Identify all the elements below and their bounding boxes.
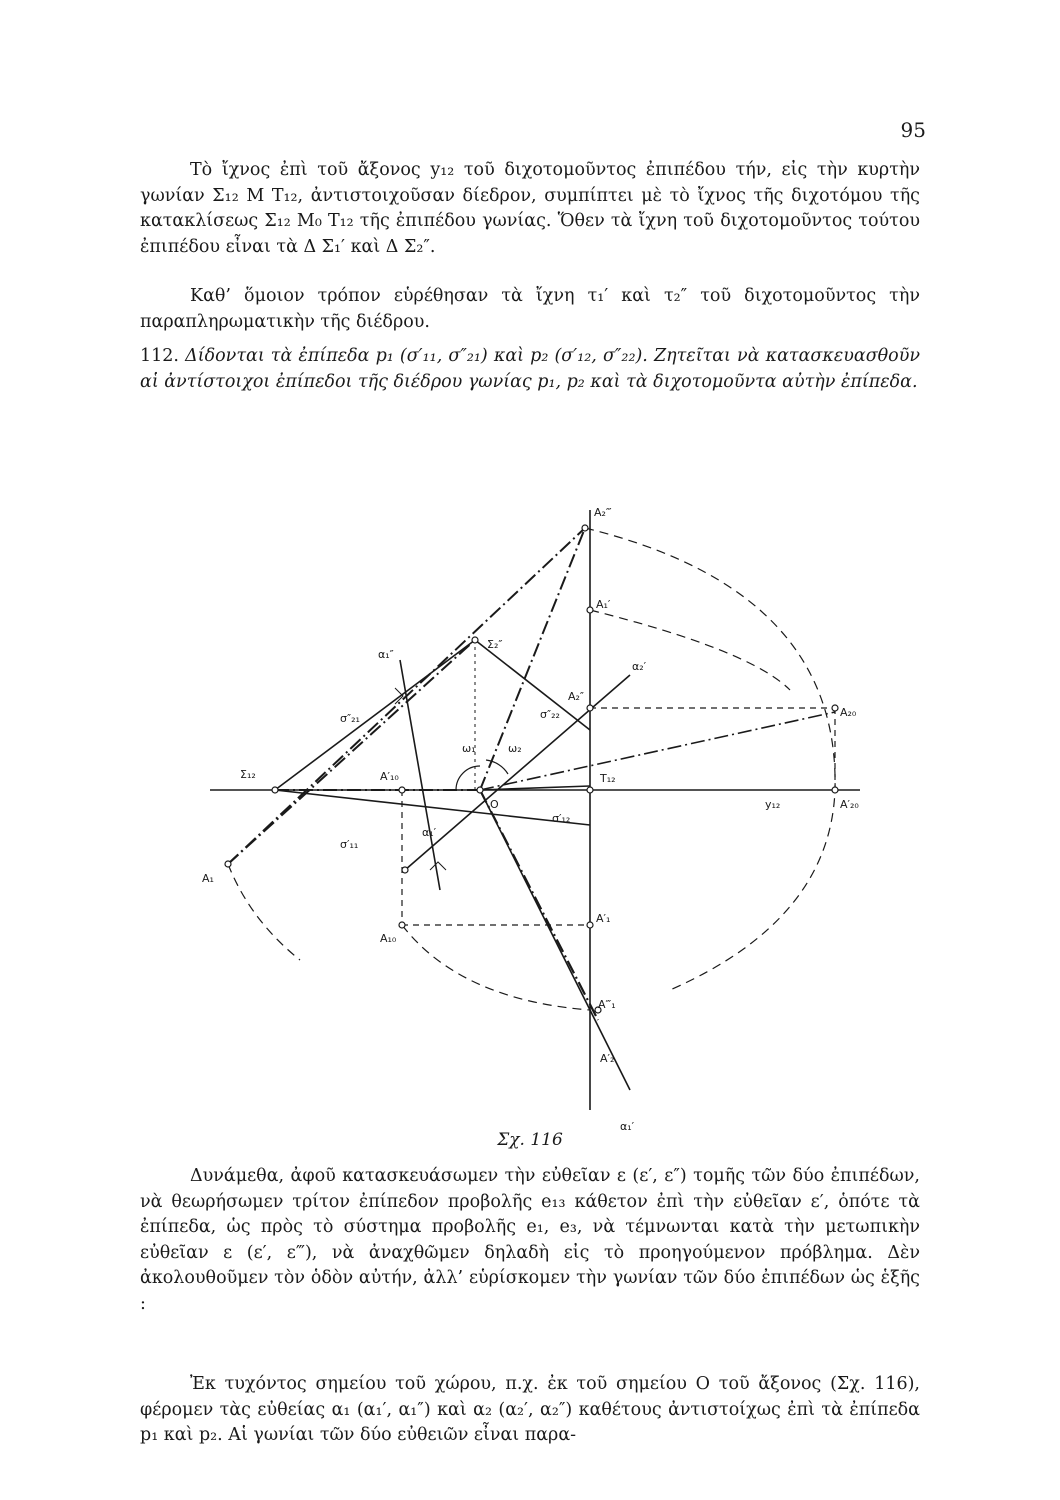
label-sigma12-prime: σ′₁₂ — [552, 812, 571, 825]
label-sigma22: σ″₂₂ — [540, 708, 560, 721]
angle-omega1 — [456, 766, 480, 790]
label-sigma11: σ′₁₁ — [340, 838, 359, 851]
arc-left — [228, 864, 300, 960]
figure-116 — [190, 490, 890, 1150]
point-a20 — [832, 705, 838, 711]
label-sigma21: σ″₂₁ — [340, 712, 360, 725]
trace-sigma21 — [275, 640, 475, 790]
label-a10-low: A₁₀ — [380, 932, 397, 945]
label-a1-prime-mid: A′₁ — [596, 912, 611, 925]
paragraph-traces: Καθ’ ὅμοιον τρόπον εὑρέθησαν τὰ ἴχνη τ₁′ καὶ τ₂″ τοῦ διχοτομοῦντος τὴν παραπληρωματικὴν τῆς διέδρου. — [140, 286, 920, 332]
point-sigma-low — [402, 867, 408, 873]
right-angle-2 — [430, 862, 446, 870]
paragraph-construction: Ἐκ τυχόντος σημείου τοῦ χώρου, π.χ. ἐκ τοῦ σημείου Ο τοῦ ἄξονος (Σχ. 116), φέρομεν τὰς εὐθείας α₁ (α₁′, α₁″) καὶ α₂ (α₂′, α₂″) καθέτους ἀντιστοίχως ἐπὶ τὰ ἐπίπεδα p₁ καὶ p₂. Αἱ γωνίαι τῶν δύο εὐθειῶν εἶναι παρα- — [140, 1374, 920, 1446]
label-o: O — [490, 798, 499, 811]
label-t12: T₁₂ — [600, 772, 616, 785]
label-omega1: ω₁ — [462, 742, 476, 755]
problem-number: 112. — [140, 346, 179, 366]
label-sigma12: Σ₁₂ — [240, 768, 256, 781]
trace-sigma11 — [275, 790, 590, 825]
label-omega2: ω₂ — [508, 742, 522, 755]
trace-o-bottom — [480, 790, 630, 1090]
trace-s2-line — [475, 640, 590, 730]
label-alpha2-prime: α₂′ — [632, 660, 647, 673]
point-a1-prime-top — [587, 607, 593, 613]
label-a20: A₂₀ — [840, 706, 857, 719]
dashdot-a1-s2 — [228, 640, 475, 864]
problem-statement: Δίδονται τὰ ἐπίπεδα p₁ (σ′₁₁, σ″₂₁) καὶ p₂ (σ′₁₂, σ″₂₂). Ζητεῖται νὰ κατασκευασθοῦν αἱ ἀντίστοιχοι ἐπίπεδοι τῆς διέδρου γωνίας p₁, p₂ καὶ τὰ διχοτομοῦντα αὐτὴν ἐπίπεδα. — [140, 346, 920, 392]
trace-alpha1 — [400, 660, 440, 890]
label-a1-triple: A‴₁ — [598, 998, 616, 1011]
label-alpha1-prime: α₁′ — [422, 826, 437, 839]
point-a1 — [225, 861, 231, 867]
label-alpha1-double: α₁″ — [378, 648, 394, 661]
paragraph-intro: Τὸ ἴχνος ἐπὶ τοῦ ἄξονος y₁₂ τοῦ διχοτομοῦντος ἐπιπέδου τήν, εἰς τὴν κυρτὴν γωνίαν Σ₁₂ Μ Τ₁₂, ἀντιστοιχοῦσαν δίεδρον, συμπίπτει μὲ τὸ ἴχνος τῆς διχοτόμου τῆς κατακλίσεως Σ₁₂ Μ₀ Τ₁₂ τῆς ἐπιπέδου γωνίας. Ὅθεν τὰ ἴχνη τοῦ διχοτομοῦντος τούτου ἐπιπέδου εἶναι τὰ Δ Σ₁′ καὶ Δ Σ₂″. — [140, 160, 920, 257]
label-a1: A₁ — [202, 872, 214, 885]
dashdot-o-a20 — [480, 712, 835, 790]
paragraph-method: Δυνάμεθα, ἀφοῦ κατασκευάσωμεν τὴν εὐθεῖαν ε (ε′, ε″) τομῆς τῶν δύο ἐπιπέδων, νὰ θεωρήσωμεν τρίτον ἐπίπεδον προβολῆς e₁₃ κάθετον ἐπὶ τὴν εὐθεῖαν ε′, ὁπότε τὰ ἐπίπεδα, ὡς πρὸς τὸ σύστημα προβολῆς e₁, e₃, νὰ τέμνωνται κατὰ τὴν μετωπικὴν εὐθεῖαν ε (ε′, ε‴), νὰ ἀναχθῶμεν δηλαδὴ εἰς τὸ προηγούμενον πρόβλημα. Δὲν ἀκολουθοῦμεν τὸν ὁδὸν αὐτήν, ἀλλ’ εὑρίσκομεν τὴν γωνίαν τῶν δύο ἐπιπέδων ὡς ἑξῆς : — [140, 1166, 920, 1314]
figure-caption: Σχ. 116 — [497, 1130, 563, 1150]
point-o — [477, 787, 483, 793]
label-a2-double: A₂″ — [568, 690, 585, 703]
label-a1-prime-top: A₁′ — [596, 598, 611, 611]
label-s2: Σ₂″ — [487, 638, 503, 651]
point-a2-triple — [582, 525, 588, 531]
label-y12: y₁₂ — [765, 798, 781, 811]
point-a20-prime — [832, 787, 838, 793]
paragraph-problem-112 — [140, 344, 920, 395]
point-t12 — [587, 787, 593, 793]
point-a2-double — [587, 705, 593, 711]
label-alpha1-bottom: α₁′ — [620, 1120, 635, 1133]
point-a1-prime-mid — [587, 922, 593, 928]
point-s12 — [272, 787, 278, 793]
page-number: 95 — [900, 118, 926, 142]
point-a10 — [399, 787, 405, 793]
label-a10: A′₁₀ — [380, 770, 399, 783]
point-s2 — [472, 637, 478, 643]
dashdot-o-a2 — [480, 528, 585, 790]
arc-bottom — [402, 925, 590, 1010]
arc-top-right — [590, 610, 790, 690]
point-a10-low — [399, 922, 405, 928]
label-a2-triple: A₂‴ — [594, 506, 612, 519]
trace-alpha2 — [405, 675, 630, 870]
label-a20-prime: A′₂₀ — [840, 798, 859, 811]
label-a2-prime: A′₂ — [600, 1052, 615, 1065]
